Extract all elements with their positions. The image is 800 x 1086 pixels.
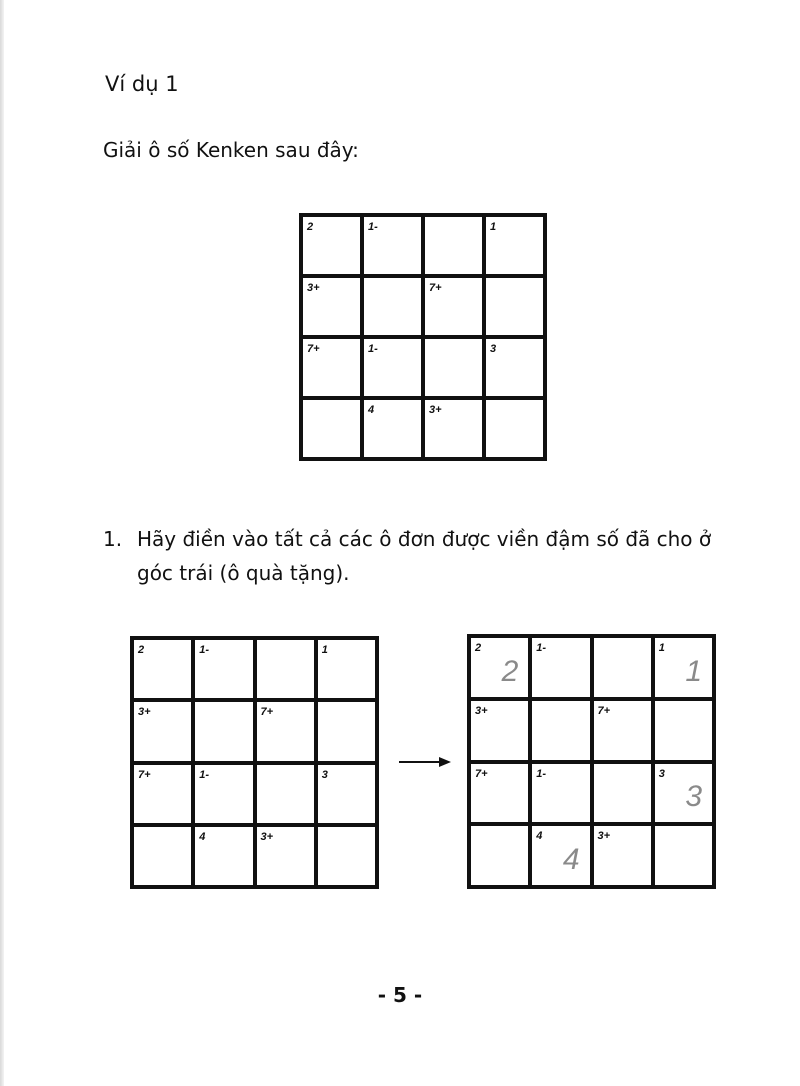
grid-cell (486, 400, 543, 457)
grid-cell (195, 640, 252, 698)
grid-cell (486, 278, 543, 335)
grid-cell (594, 826, 651, 885)
cage-label: 7+ (475, 767, 488, 780)
grid-cell (364, 400, 421, 457)
kenken-grid-after (467, 634, 716, 889)
cage-label: 7+ (429, 282, 442, 294)
cage-label: 3+ (307, 282, 320, 294)
grid-cell (532, 826, 589, 885)
grid-cell (134, 702, 191, 760)
cage-label: 3+ (260, 830, 274, 843)
cage-label: 2 (138, 644, 145, 656)
grid-cell (134, 640, 191, 698)
cage-label: 1 (490, 221, 497, 233)
grid-cell (425, 400, 482, 457)
cage-label: 3+ (475, 704, 488, 717)
grid-cell (195, 827, 252, 885)
cage-label: 3+ (597, 830, 611, 843)
grid-cell (471, 701, 528, 760)
grid-cell (364, 278, 421, 335)
grid-cell (471, 638, 528, 697)
grid-cell (364, 339, 421, 396)
cage-label: 4 (536, 830, 543, 843)
grid-cell (257, 640, 314, 698)
cage-label: 1- (368, 221, 378, 233)
cage-label: 3 (321, 768, 328, 781)
cell-value: 3 (685, 780, 702, 814)
grid-cell (303, 400, 360, 457)
grid-cell (257, 702, 314, 760)
cage-label: 1 (658, 642, 665, 654)
example-heading: Ví dụ 1 (105, 72, 179, 96)
grid-cell (532, 701, 589, 760)
grid-cell (471, 764, 528, 823)
grid-cell (318, 640, 375, 698)
grid-cell (425, 339, 482, 396)
grid-cell (594, 764, 651, 823)
cage-label: 2 (475, 642, 482, 654)
cell-value: 2 (501, 654, 519, 688)
kenken-grid-puzzle (299, 213, 547, 461)
grid-cell (195, 702, 252, 760)
grid-cell (318, 827, 375, 885)
grid-cell (655, 638, 712, 697)
grid-cell (257, 827, 314, 885)
cage-label: 3+ (138, 706, 151, 719)
grid-cell (318, 765, 375, 823)
grid-cell (655, 701, 712, 760)
cell-value: 1 (685, 654, 702, 688)
kenken-grid-before (130, 636, 379, 889)
grid-cell (195, 765, 252, 823)
grid-cell (486, 339, 543, 396)
cage-label: 3+ (429, 404, 442, 416)
cage-label: 1- (368, 343, 378, 355)
cage-label: 1 (321, 644, 328, 656)
grid-cell (134, 827, 191, 885)
cage-label: 1- (536, 767, 547, 780)
grid-cell (318, 702, 375, 760)
cage-label: 4 (368, 404, 375, 416)
cage-label: 1- (199, 768, 210, 781)
cage-label: 3 (490, 343, 497, 355)
grid-cell (425, 217, 482, 274)
cell-value: 4 (562, 843, 580, 876)
page-number: - 5 - (377, 983, 423, 1007)
grid-cell (303, 217, 360, 274)
grid-cell (486, 217, 543, 274)
grid-cell (364, 217, 421, 274)
cage-label: 7+ (260, 706, 274, 719)
grid-cell (257, 765, 314, 823)
grid-cell (594, 638, 651, 697)
grid-cell (471, 826, 528, 885)
cage-label: 1- (199, 644, 210, 656)
grid-cell (655, 826, 712, 885)
cage-label: 3 (658, 767, 665, 780)
cage-label: 1- (536, 642, 547, 654)
page-spine-shadow (0, 0, 4, 1086)
cage-label: 7+ (307, 343, 320, 355)
right-arrow-icon (399, 755, 451, 769)
cage-label: 4 (199, 830, 206, 843)
cage-label: 7+ (597, 704, 611, 717)
grid-cell (303, 278, 360, 335)
grid-cell (425, 278, 482, 335)
grid-cell (532, 764, 589, 823)
grid-cell (655, 764, 712, 823)
step-number: 1. (103, 527, 123, 551)
grid-cell (532, 638, 589, 697)
cage-label: 2 (307, 221, 314, 233)
grid-cell (303, 339, 360, 396)
grid-cell (134, 765, 191, 823)
grid-cell (594, 701, 651, 760)
step-text: Hãy điền vào tất cả các ô đơn được viền đậm số đã cho ở góc trái (ô quà tặng). (137, 527, 712, 585)
intro-text: Giải ô số Kenken sau đây: (103, 138, 359, 162)
cage-label: 7+ (138, 768, 151, 781)
